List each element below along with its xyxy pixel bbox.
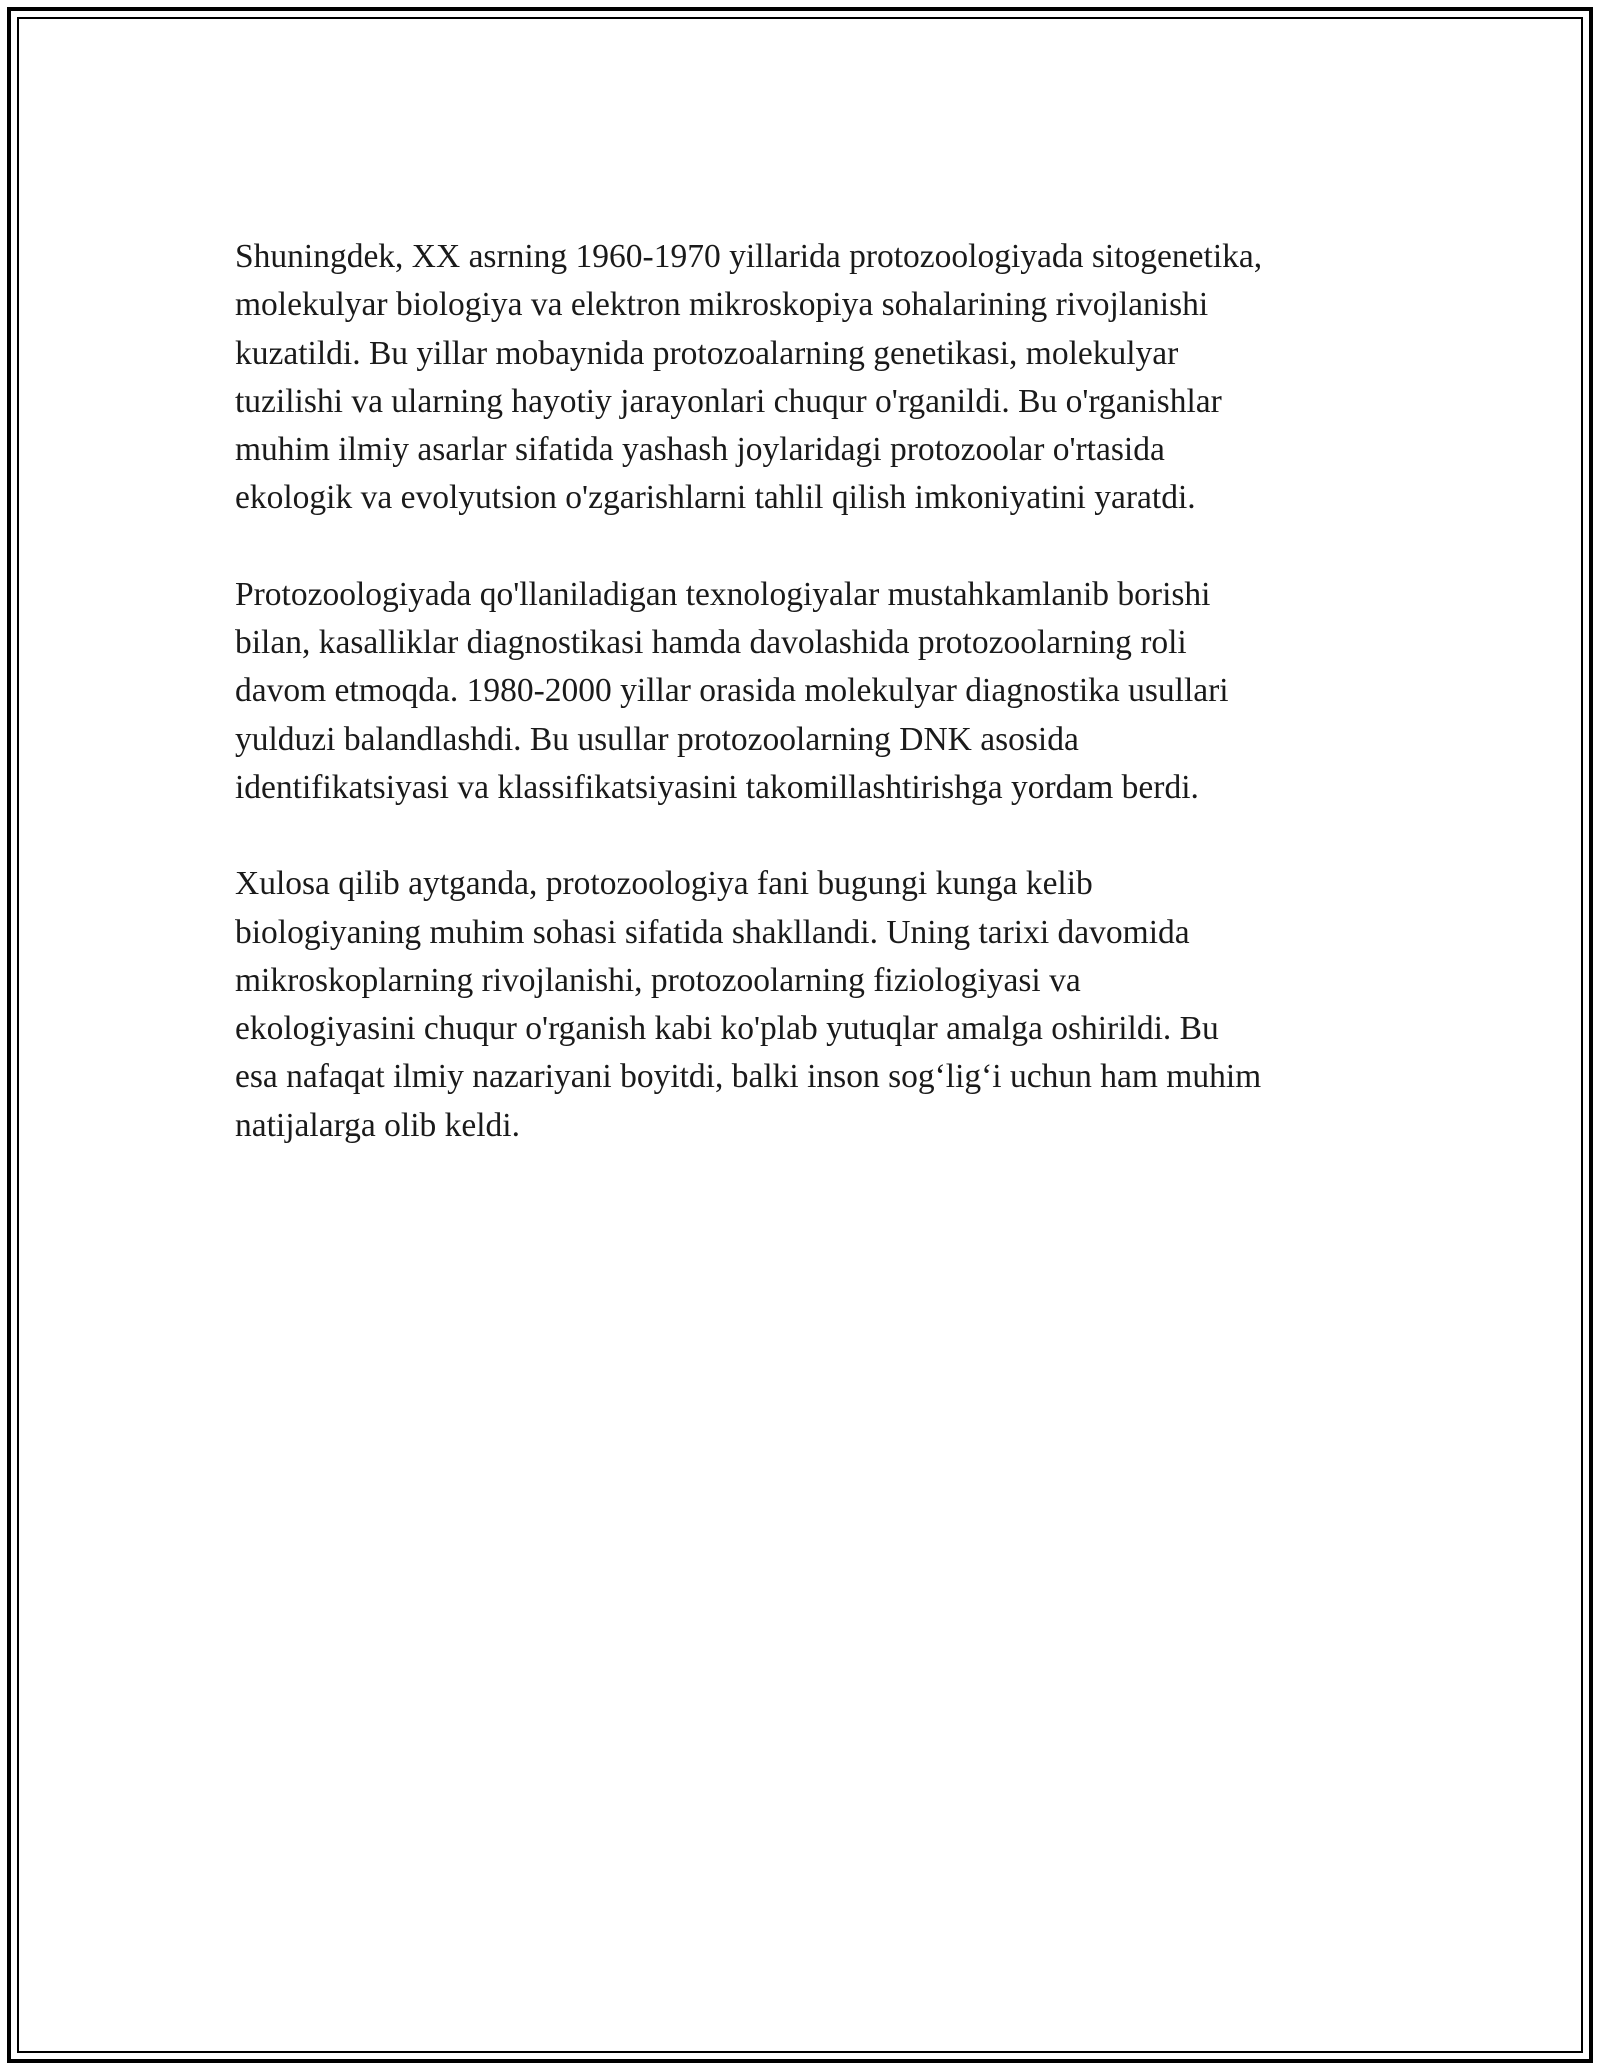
document-body	[235, 233, 1365, 1198]
paragraph-1: Shuningdek, XX asrning 1960-1970 yillarida protozoologiyada sitogenetika, molekulyar biologiya va elektron mikroskopiya sohalarining rivojlanishi kuzatildi. Bu yillar mobaynida protozoalarning genetikasi, molekulyar tuzilishi va ularning hayotiy jarayonlari chuqur o'rganildi. Bu o'rganishlar muhim ilmiy asarlar sifatida yashash joylaridagi protozoolar o'rtasida ekologik va evolyutsion o'zgarishlarni tahlil qilish imkoniyatini yaratdi.	[235, 238, 1263, 517]
paragraph-3: Xulosa qilib aytganda, protozoologiya fani bugungi kunga kelib biologiyaning muhim sohasi sifatida shakllandi. Uning tarixi davomida mikroskoplarning rivojlanishi, protozoolarning fiziologiyasi va ekologiyasini chuqur o'rganish kabi ko'plab yutuqlar amalga oshirildi. Bu esa nafaqat ilmiy nazariyani boyitdi, balki inson sog‘lig‘i uchun ham muhim natijalarga olib keldi.	[235, 865, 1262, 1144]
paragraph-2: Protozoologiyada qo'llaniladigan texnologiyalar mustahkamlanib borishi bilan, kasalliklar diagnostikasi hamda davolashida protozoolarning roli davom etmoqda. 1980-2000 yillar orasida molekulyar diagnostika usullari yulduzi balandlashdi. Bu usullar protozoolarning DNK asosida identifikatsiyasi va klassifikatsiyasini takomillashtirishga yordam berdi.	[235, 575, 1229, 806]
